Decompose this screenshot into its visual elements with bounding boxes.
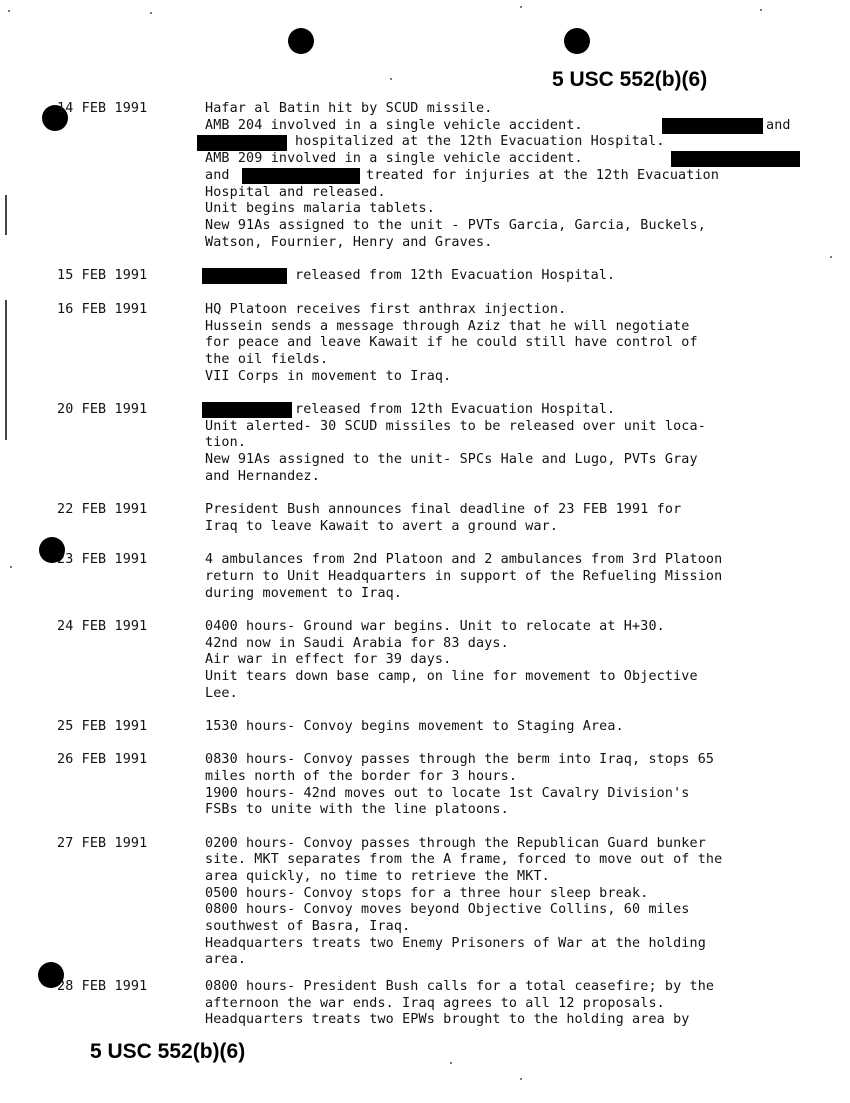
scan-artifact [760,9,762,11]
scan-artifact [5,195,7,235]
entry-text: President Bush announces final deadline of 23 FEB 1991 for [205,502,682,517]
scan-artifact [8,10,10,12]
entry-text: Unit tears down base camp, on line for movement to Objective [205,669,698,684]
entry-text: New 91As assigned to the unit- SPCs Hale and Lugo, PVTs Gray [205,452,698,467]
entry-text: southwest of Basra, Iraq. [205,919,411,934]
redaction-block [242,168,360,184]
entry-date: 24 FEB 1991 [57,619,148,634]
scan-artifact [520,1078,522,1080]
entry-text: released from 12th Evacuation Hospital. [295,402,616,417]
entry-text: return to Unit Headquarters in support of the Refueling Mission [205,569,723,584]
scan-artifact [830,256,832,258]
entry-date: 23 FEB 1991 [57,552,148,567]
entry-text: Hospital and released. [205,185,386,200]
entry-text: AMB 204 involved in a single vehicle accident. [205,118,583,133]
entry-text: 0800 hours- President Bush calls for a total ceasefire; by the [205,979,715,994]
entry-text: 42nd now in Saudi Arabia for 83 days. [205,636,509,651]
punch-hole-icon [288,28,314,54]
entry-text: area. [205,952,247,967]
scan-artifact [390,78,392,80]
entry-text: FSBs to unite with the line platoons. [205,802,509,817]
entry-date: 27 FEB 1991 [57,836,148,851]
entry-text: AMB 209 involved in a single vehicle accident. [205,151,583,166]
entry-text: Watson, Fournier, Henry and Graves. [205,235,493,250]
scan-artifact [5,300,7,440]
entry-text: miles north of the border for 3 hours. [205,769,518,784]
exemption-stamp-bottom: 5 USC 552(b)(6) [90,1040,246,1063]
redaction-block [662,118,763,134]
entry-date: 16 FEB 1991 [57,302,148,317]
entry-text: for peace and leave Kawait if he could still have control of [205,335,698,350]
entry-text: released from 12th Evacuation Hospital. [295,268,616,283]
entry-date: 25 FEB 1991 [57,719,148,734]
punch-hole-icon [564,28,590,54]
entry-text: Iraq to leave Kawait to avert a ground war. [205,519,559,534]
entry-text: and Hernandez. [205,469,320,484]
entry-text: during movement to Iraq. [205,586,403,601]
entry-date: 20 FEB 1991 [57,402,148,417]
entry-text: 4 ambulances from 2nd Platoon and 2 ambulances from 3rd Platoon [205,552,723,567]
entry-text: Headquarters treats two Enemy Prisoners of War at the holding [205,936,706,951]
entry-text: treated for injuries at the 12th Evacuation [366,168,720,183]
redaction-block [202,402,292,418]
entry-text: and [766,118,791,133]
entry-text: Unit alerted- 30 SCUD missiles to be released over unit loca- [205,419,706,434]
entry-text: Air war in effect for 39 days. [205,652,452,667]
redaction-block [202,268,287,284]
exemption-stamp-top: 5 USC 552(b)(6) [552,68,708,91]
entry-text: Lee. [205,686,238,701]
entry-text: Headquarters treats two EPWs brought to the holding area by [205,1012,690,1027]
entry-text: 1900 hours- 42nd moves out to locate 1st Cavalry Division's [205,786,690,801]
scan-artifact [520,6,522,8]
entry-text: 0400 hours- Ground war begins. Unit to relocate at H+30. [205,619,665,634]
entry-text: site. MKT separates from the A frame, forced to move out of the [205,852,723,867]
entry-text: and [205,168,230,183]
entry-text: 0830 hours- Convoy passes through the berm into Iraq, stops 65 [205,752,715,767]
entry-date: 28 FEB 1991 [57,979,148,994]
entry-text: VII Corps in movement to Iraq. [205,369,452,384]
entry-text: HQ Platoon receives first anthrax injection. [205,302,567,317]
scan-artifact [150,12,152,14]
entry-text: the oil fields. [205,352,329,367]
scan-artifact [10,566,12,568]
entry-text: New 91As assigned to the unit - PVTs Garcia, Garcia, Buckels, [205,218,706,233]
entry-date: 15 FEB 1991 [57,268,148,283]
scan-artifact [450,1062,452,1064]
redaction-block [197,135,287,151]
entry-text: 0800 hours- Convoy moves beyond Objective Collins, 60 miles [205,902,690,917]
entry-text: 0200 hours- Convoy passes through the Republican Guard bunker [205,836,706,851]
entry-text: 0500 hours- Convoy stops for a three hour sleep break. [205,886,649,901]
entry-text: afternoon the war ends. Iraq agrees to all 12 proposals. [205,996,665,1011]
entry-text: area quickly, no time to retrieve the MKT. [205,869,550,884]
entry-text: Hafar al Batin hit by SCUD missile. [205,101,493,116]
entry-text: 1530 hours- Convoy begins movement to Staging Area. [205,719,624,734]
entry-text: Unit begins malaria tablets. [205,201,435,216]
entry-date: 26 FEB 1991 [57,752,148,767]
redaction-block [671,151,800,167]
entry-date: 22 FEB 1991 [57,502,148,517]
entry-text: Hussein sends a message through Aziz that he will negotiate [205,319,690,334]
entry-text: hospitalized at the 12th Evacuation Hospital. [295,134,665,149]
entry-text: tion. [205,435,247,450]
entry-date: 14 FEB 1991 [57,101,148,116]
